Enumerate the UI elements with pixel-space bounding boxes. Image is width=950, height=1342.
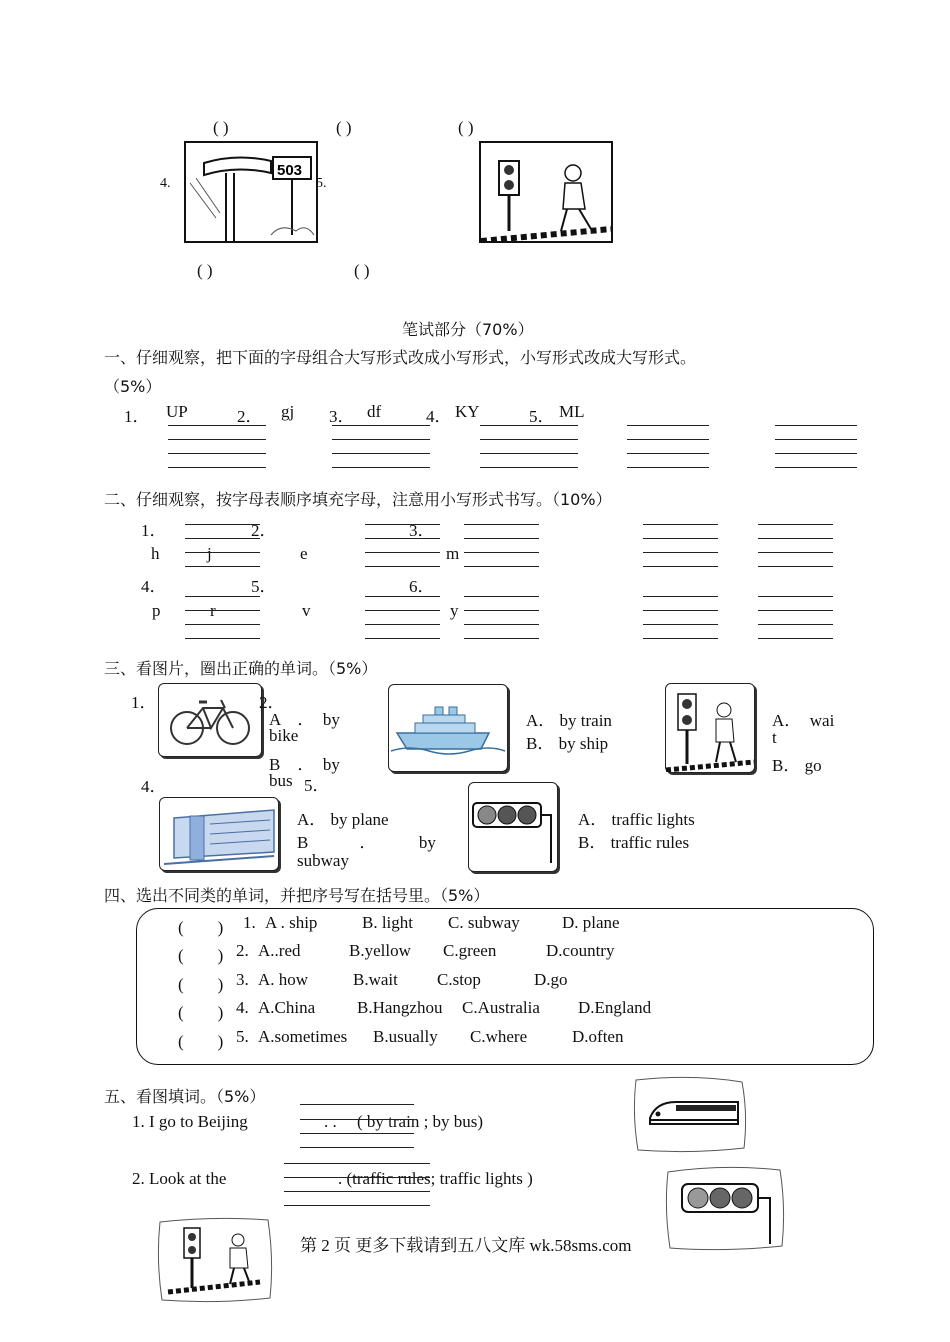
q1-option-b-word[interactable]: bus	[269, 771, 293, 790]
s2-num-5: 5．	[251, 577, 277, 596]
section1-title: 一、仔细观察，把下面的字母组合大写形式改成小写形式，小写形式改成大写形式。	[104, 348, 697, 367]
s4-answer-paren[interactable]: ( )	[178, 918, 224, 937]
s4-option-a: A.China	[258, 998, 316, 1017]
answer-paren-1[interactable]: ( )	[213, 118, 229, 137]
q5-option-a[interactable]: A． traffic lights	[578, 810, 695, 829]
s2-num-6: 6．	[409, 577, 435, 596]
s4-option-b: B.usually	[373, 1027, 438, 1046]
bike-picture	[158, 683, 262, 757]
s3-num-4: 4．	[141, 777, 167, 796]
section3-title: 三、看图片，圈出正确的单词。（5%）	[104, 659, 378, 678]
q5-option-b[interactable]: B． traffic rules	[578, 833, 690, 852]
s4-answer-paren[interactable]: ( )	[178, 975, 224, 994]
s4-option-d: D.country	[546, 941, 615, 960]
subway-picture	[159, 797, 279, 871]
section4-title: 四、选出不同类的单词，并把序号写在括号里。（5%）	[104, 886, 490, 905]
s4-option-a: A . ship	[265, 913, 318, 932]
s4-option-d: D.England	[578, 998, 652, 1017]
q4-option-a[interactable]: A． by plane	[297, 810, 389, 829]
q2-option-b[interactable]: B． by ship	[526, 734, 609, 753]
s4-option-a: A.sometimes	[258, 1027, 348, 1046]
q3-option-a[interactable]: A． wai	[772, 711, 835, 730]
s4-option-b: B. light	[362, 913, 414, 932]
s1-num-5: 5．	[529, 407, 555, 426]
s4-option-c: C.where	[470, 1027, 528, 1046]
s4-option-b: B.yellow	[349, 941, 411, 960]
s2-num-1: 1．	[141, 521, 167, 540]
pedestrian-light-picture	[479, 141, 613, 243]
section2-title: 二、仔细观察，按字母表顺序填充字母，注意用小写形式书写。（10%）	[104, 490, 612, 509]
s5-q1-choices: ( by train ; by bus)	[357, 1112, 484, 1131]
s5-q2-choices: . (traffic rules; traffic lights )	[338, 1169, 533, 1188]
written-part-title: 笔试部分（70%）	[402, 320, 534, 339]
answer-paren-4[interactable]: ( )	[197, 261, 213, 280]
s4-option-a: A. how	[258, 970, 309, 989]
s4-row-number: 2.	[236, 941, 249, 960]
q3-option-a-wrap[interactable]: t	[772, 728, 777, 747]
question-number-4: 4.	[160, 176, 171, 191]
section1-points: （5%）	[104, 377, 162, 396]
s1-num-3: 3．	[329, 407, 355, 426]
answer-paren-5[interactable]: ( )	[354, 261, 370, 280]
s4-option-c: C.green	[443, 941, 497, 960]
s2-num-2: 2．	[251, 521, 277, 540]
s4-option-c: C.Australia	[462, 998, 540, 1017]
train-picture	[632, 1074, 748, 1154]
sign-number: 503	[277, 162, 303, 179]
s4-row-number: 1.	[243, 913, 256, 932]
answer-paren-2[interactable]: ( )	[336, 118, 352, 137]
s2-letter-y: y	[450, 601, 459, 620]
s4-option-b: B.wait	[353, 970, 398, 989]
s1-num-2: 2．	[237, 407, 263, 426]
q1-option-a-word[interactable]: bike	[269, 726, 299, 745]
s3-num-1: 1．	[131, 693, 157, 712]
s4-option-c: C.stop	[437, 970, 481, 989]
q2-option-a[interactable]: A． by train	[526, 711, 612, 730]
s3-num-5: 5．	[304, 776, 330, 795]
page-footer: 第 2 页 更多下载请到五八文库 wk.58sms.com	[300, 1236, 632, 1255]
s4-option-d: D. plane	[562, 913, 620, 932]
answer-paren-3[interactable]: ( )	[458, 118, 474, 137]
s1-num-1: 1．	[124, 407, 150, 426]
s4-option-c: C. subway	[448, 913, 520, 932]
s5-q1-text: 1. I go to Beijing	[132, 1112, 248, 1131]
s2-letter-e: e	[300, 544, 308, 563]
section5-title: 五、看图填词。（5%）	[104, 1087, 266, 1106]
s2-letter-h: h	[151, 544, 160, 563]
q4-option-b[interactable]: B ． by	[297, 833, 436, 852]
s2-letter-v: v	[302, 601, 311, 620]
q1-option-a[interactable]: A ． by	[269, 710, 340, 729]
crossing-picture	[156, 1216, 274, 1304]
s2-letter-j: j	[207, 544, 212, 563]
s2-num-4: 4．	[141, 577, 167, 596]
q3-option-b[interactable]: B． go	[772, 756, 822, 775]
s4-option-d: D.go	[534, 970, 568, 989]
s4-row-number: 4.	[236, 998, 249, 1017]
s1-letters-1: UP	[166, 402, 188, 421]
walking-light-picture	[665, 683, 755, 773]
s1-letters-5: ML	[559, 402, 585, 421]
ship-picture	[388, 684, 508, 772]
s2-letter-p: p	[152, 601, 161, 620]
s1-letters-3: df	[367, 402, 382, 421]
s4-answer-paren[interactable]: ( )	[178, 946, 224, 965]
s4-row-number: 3.	[236, 970, 249, 989]
s2-num-3: 3．	[409, 521, 435, 540]
s2-letter-r: r	[210, 601, 216, 620]
q1-option-b[interactable]: B ． by	[269, 755, 340, 774]
s5-q2-text: 2. Look at the	[132, 1169, 227, 1188]
s4-answer-paren[interactable]: ( )	[178, 1032, 224, 1051]
s1-letters-2: gj	[281, 402, 295, 421]
traffic-light-picture	[468, 782, 558, 872]
s4-row-number: 5.	[236, 1027, 249, 1046]
s4-option-b: B.Hangzhou	[357, 998, 443, 1017]
s5-q1-dots: . .	[324, 1112, 337, 1131]
s4-answer-paren[interactable]: ( )	[178, 1003, 224, 1022]
station-sign-picture	[184, 141, 318, 243]
s1-num-4: 4．	[426, 407, 452, 426]
s4-option-d: D.often	[572, 1027, 624, 1046]
question-number-5: 5.	[316, 176, 327, 191]
s3-num-2: 2．	[259, 693, 285, 712]
s4-option-a: A..red	[258, 941, 301, 960]
traffic-lights-picture	[664, 1164, 786, 1252]
s1-letters-4: KY	[455, 402, 480, 421]
q4-option-b-word[interactable]: subway	[297, 851, 349, 870]
s2-letter-m: m	[446, 544, 460, 563]
